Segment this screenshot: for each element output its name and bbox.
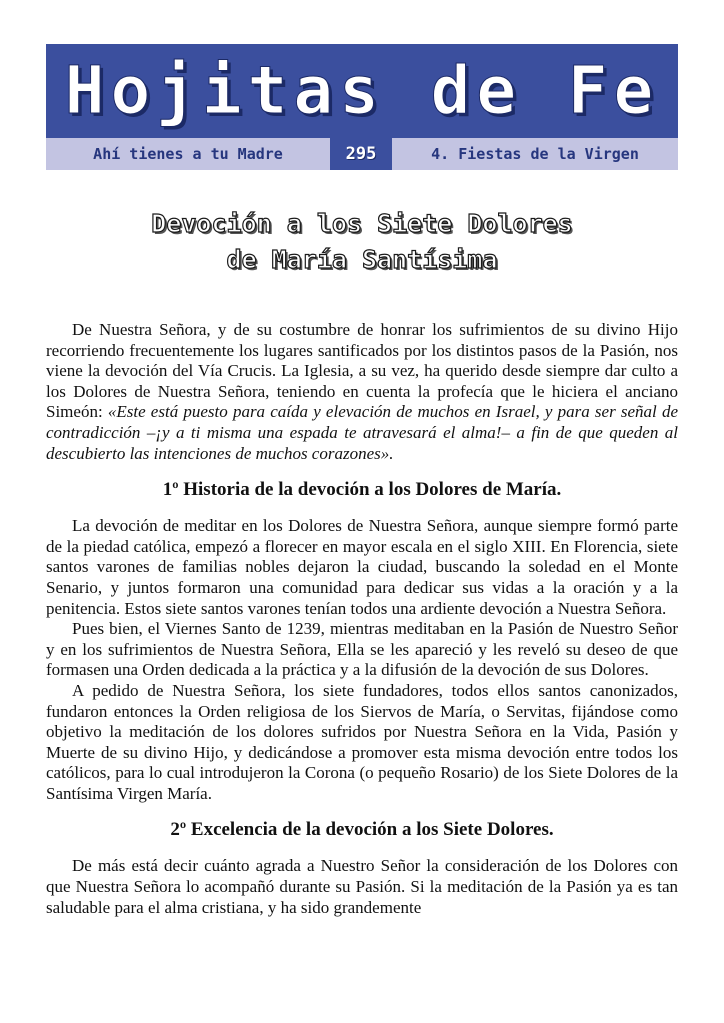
masthead-title: Hojitas de Fe <box>64 52 660 129</box>
page-title-line-1: Devoción a los Siete Dolores <box>151 209 573 238</box>
page-title <box>46 206 678 278</box>
section-1-paragraph: Pues bien, el Viernes Santo de 1239, mientras meditaban en la Pasión de Nuestro Señor y en los sufrimientos de Nuestra Señora, Ella se les apareció y les reveló su deseo de que formasen una Orden dedicada a la práctica y a la difusión de la devoción de sus Dolores. <box>46 619 678 680</box>
issue-number: 295 <box>332 138 390 170</box>
section-1-paragraph: A pedido de Nuestra Señora, los siete fundadores, todos ellos santos canonizados, fundaron entonces la Orden religiosa de los Siervos de María, o Servitas, fijándose como objetivo la meditación de los dolores sufridos por Nuestra Señora en la Vida, Pasión y Muerte de su divino Hijo, y dedicándose a promover esta misma devoción entre todos los católicos, para lo cual introdujeron la Corona (o pequeño Rosario) de los Siete Dolores de la Santísima Virgen María. <box>46 680 678 803</box>
intro-paragraph <box>46 320 678 464</box>
simeon-quote: «Este está puesto para caída y elevación de muchos en Israel, y para ser señal de contradicción –¡y a ti misma una espada te atravesará el alma!– a fin de que queden al descubierto las intenciones de muchos corazones». <box>46 402 679 463</box>
section-2-heading: 2º Excelencia de la devoción a los Siete Dolores. <box>170 819 554 841</box>
article-body <box>46 320 678 918</box>
intro-text: De Nuestra Señora, y de su costumbre de honrar los sufrimientos de su divino Hijo recorriendo frecuentemente los lugares santificados por los distintos pasos de la Pasión, nos viene la devoción del Vía Crucis. La Iglesia, a su vez, ha querido desde siempre dar culto a los Dolores de Nuestra Señora, teniendo en cuenta la profecía que le hiciera el anciano Simeón: <box>46 320 678 422</box>
masthead-bar <box>46 138 678 170</box>
section-2-paragraph: De más está decir cuánto agrada a Nuestro Señor la consideración de los Dolores con que Nuestra Señora lo acompañó durante su Pasión. Si la meditación de la Pasión ya es tan saludable para el alma cristiana, y ha sido grandemente <box>46 856 678 917</box>
section-1-paragraph: La devoción de meditar en los Dolores de Nuestra Señora, aunque siempre formó parte de la piedad católica, empezó a florecer en mayor escala en el siglo XIII. En Florencia, siete santos varones de familias nobles dejaron la ciudad, buscando la soledad en el Monte Senario, y juntos formaron una comunidad para dedicar sus vidas a la oración y a la penitencia. Estos siete santos varones tenían todos una ardiente devoción a Nuestra Señora. <box>46 516 678 618</box>
page-title-line-2: de María Santísima <box>226 245 498 274</box>
section-1-heading: 1º Historia de la devoción a los Dolores de María. <box>162 479 562 501</box>
masthead-section: 4. Fiestas de la Virgen <box>392 138 678 170</box>
masthead <box>46 44 678 170</box>
masthead-series: Ahí tienes a tu Madre <box>46 138 330 170</box>
